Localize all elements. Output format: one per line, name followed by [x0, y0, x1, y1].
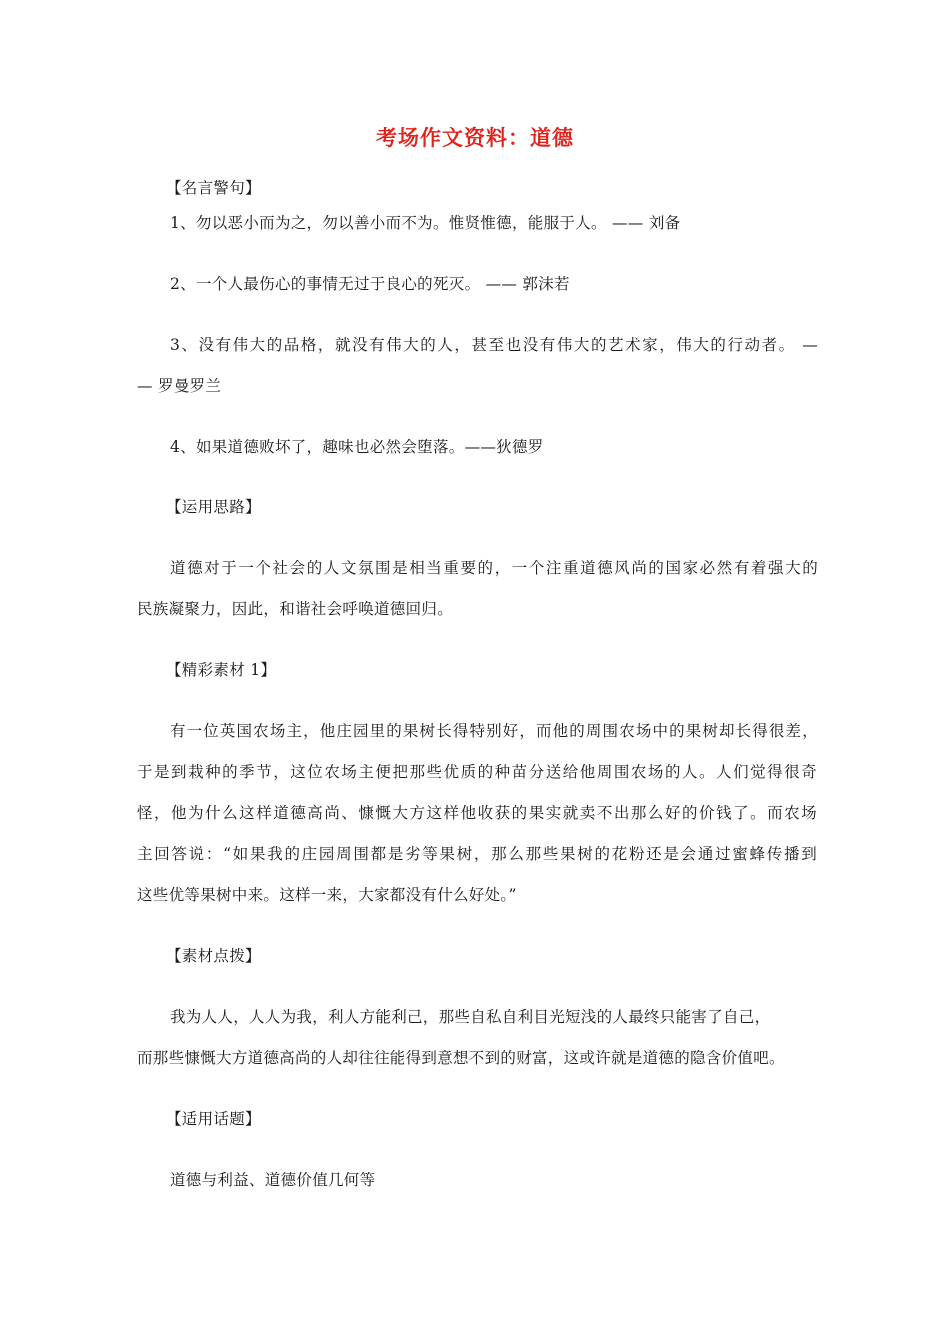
- section-heading-comment: 【素材点拨】: [166, 947, 261, 965]
- section-heading-topics: 【适用话题】: [166, 1110, 261, 1128]
- quote-3-line-1: 3、没有伟大的品格，就没有伟大的人，甚至也没有伟大的艺术家，伟大的行动者。 —: [170, 336, 818, 354]
- page-title: 考场作文资料：道德: [376, 126, 574, 150]
- material-line-4: 主回答说：“如果我的庄园周围都是劣等果树，那么那些果树的花粉还是会通过蜜蜂传播到: [137, 845, 817, 863]
- material-line-2: 于是到栽种的季节，这位农场主便把那些优质的种苗分送给他周围农场的人。人们觉得很奇: [137, 763, 817, 781]
- material-line-5: 这些优等果树中来。这样一来，大家都没有什么好处。”: [137, 886, 517, 904]
- material-line-1: 有一位英国农场主，他庄园里的果树长得特别好，而他的周围农场中的果树却长得很差，: [170, 722, 818, 740]
- topics-line-1: 道德与利益、道德价值几何等: [170, 1171, 376, 1189]
- quote-4: 4、如果道德败坏了，趣味也必然会堕落。——狄德罗: [170, 438, 544, 456]
- quote-2: 2、一个人最伤心的事情无过于良心的死灭。 —— 郭沫若: [170, 275, 570, 293]
- usage-line-1: 道德对于一个社会的人文氛围是相当重要的，一个注重道德风尚的国家必然有着强大的: [170, 559, 818, 577]
- material-line-3: 怪，他为什么这样道德高尚、慷慨大方这样他收获的果实就卖不出那么好的价钱了。而农场: [137, 804, 817, 822]
- quote-3-line-2: — 罗曼罗兰: [137, 377, 222, 395]
- section-heading-quotes: 【名言警句】: [166, 179, 261, 197]
- quote-1: 1、勿以恶小而为之，勿以善小而不为。惟贤惟德，能服于人。 —— 刘备: [170, 214, 681, 232]
- usage-line-2: 民族凝聚力，因此，和谐社会呼唤道德回归。: [137, 600, 454, 618]
- comment-line-2: 而那些慷慨大方道德高尚的人却往往能得到意想不到的财富，这或许就是道德的隐含价值吧。: [137, 1049, 785, 1067]
- comment-line-1: 我为人人，人人为我，利人方能利己，那些自私自利目光短浅的人最终只能害了自己，: [170, 1008, 771, 1026]
- section-heading-usage: 【运用思路】: [166, 498, 261, 516]
- section-heading-material: 【精彩素材 1】: [166, 661, 277, 679]
